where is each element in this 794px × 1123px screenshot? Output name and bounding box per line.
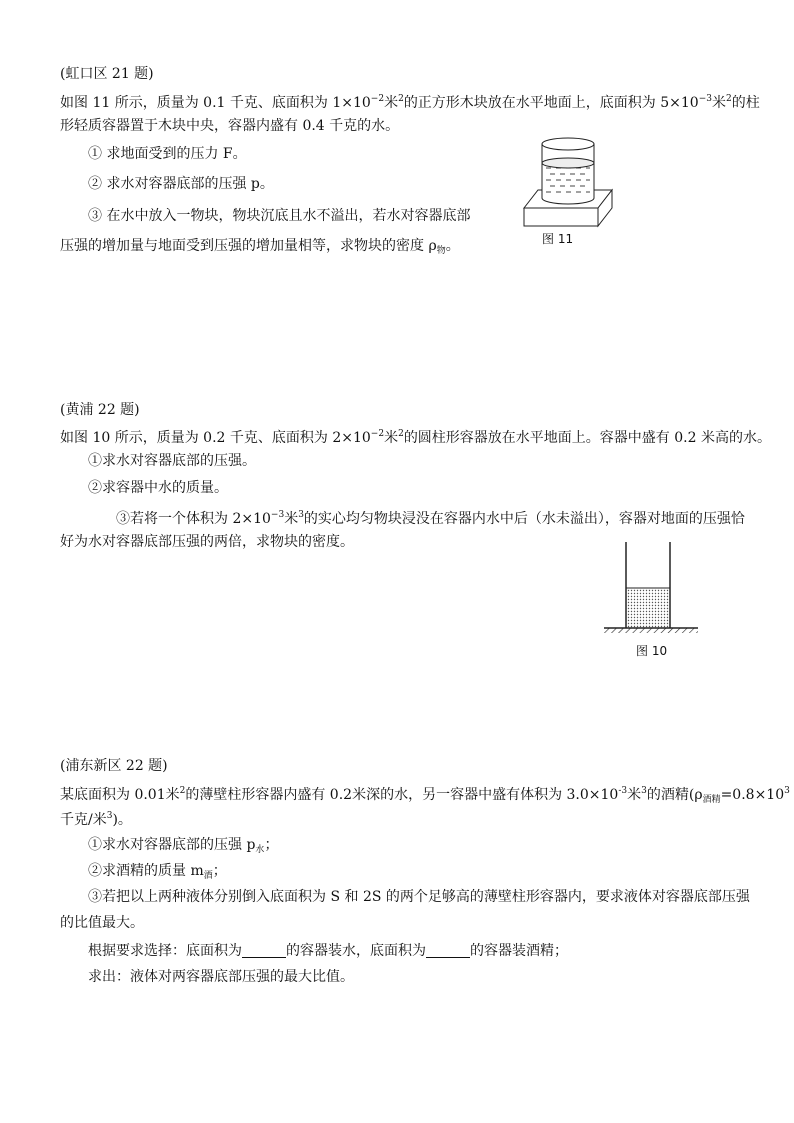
p1-question-2: ② 求水对容器底部的压强 p。 — [88, 176, 274, 192]
p1-heading: (虹口区 21 题) — [60, 66, 154, 82]
p3-choose: 根据要求选择：底面积为 的容器装水，底面积为 的容器装酒精； — [88, 943, 568, 959]
figure-11-caption: 图 11 — [542, 232, 574, 246]
p3-question-1: ①求水对容器底部的压强 $p_水$； — [88, 837, 279, 855]
p3-find: 求出：液体对两容器底部压强的最大比值。 — [88, 969, 354, 985]
figure-10-cylinder — [600, 538, 704, 636]
p3-line1: 某底面积为 0.01米$^2$的薄壁柱形容器内盛有 0.2米深的水，另一容器中盛有体积为 $3.0\times 10^{-3}$米$^3$的酒精($\rho_{酒精}=0.8\times 10^3$ — [60, 786, 790, 805]
p3-question-3b: 的比值最大。 — [60, 915, 144, 931]
p3-question-2: ②求酒精的质量 $m_酒$； — [88, 863, 227, 881]
p1-question-3a: ③ 在水中放入一物块，物块沉底且水不溢出，若水对容器底部 — [88, 208, 471, 224]
p2-question-3a: ③若将一个体积为 $2\times 10^{-3}$米$^3$的实心均匀物块浸没在容器内水中后（水未溢出），容器对地面的压强恰 — [116, 510, 745, 527]
blank-alcohol-area[interactable] — [426, 943, 470, 958]
p3-question-3a: ③若把以上两种液体分别倒入底面积为 S 和 2S 的两个足够高的薄壁柱形容器内，要求液体对容器底部压强 — [88, 889, 750, 905]
p2-question-2: ②求容器中水的质量。 — [88, 480, 228, 496]
p2-question-3b: 好为水对容器底部压强的两倍，求物块的密度。 — [60, 534, 354, 550]
p1-line2: 形轻质容器置于木块中央，容器内盛有 0.4 千克的水。 — [60, 118, 400, 134]
p3-heading: (浦东新区 22 题) — [60, 758, 168, 774]
p1-question-3b: 压强的增加量与地面受到压强的增加量相等，求物块的密度 $\rho_物$。 — [60, 238, 460, 256]
figure-10-caption: 图 10 — [636, 644, 668, 658]
p2-line1: 如图 10 所示，质量为 0.2 千克、底面积为 $2\times 10^{-2}$米$^2$的圆柱形容器放在水平地面上。容器中盛有 0.2 米高的水。 — [60, 429, 771, 446]
figure-11-cylinder-on-block — [520, 134, 616, 230]
p1-line1: 如图 11 所示，质量为 0.1 千克、底面积为 $1\times 10^{-2}$米$^2$的正方形木块放在水平地面上，底面积为 $5\times 10^{-3}$米$^2$的柱 — [60, 94, 760, 111]
blank-water-area[interactable] — [242, 943, 286, 958]
p2-heading: (黄浦 22 题) — [60, 402, 140, 418]
p1-question-1: ① 求地面受到的压力 F。 — [88, 146, 247, 162]
p2-question-1: ①求水对容器底部的压强。 — [88, 453, 256, 469]
p3-line2: 千克/米$^3$)。 — [60, 811, 132, 828]
